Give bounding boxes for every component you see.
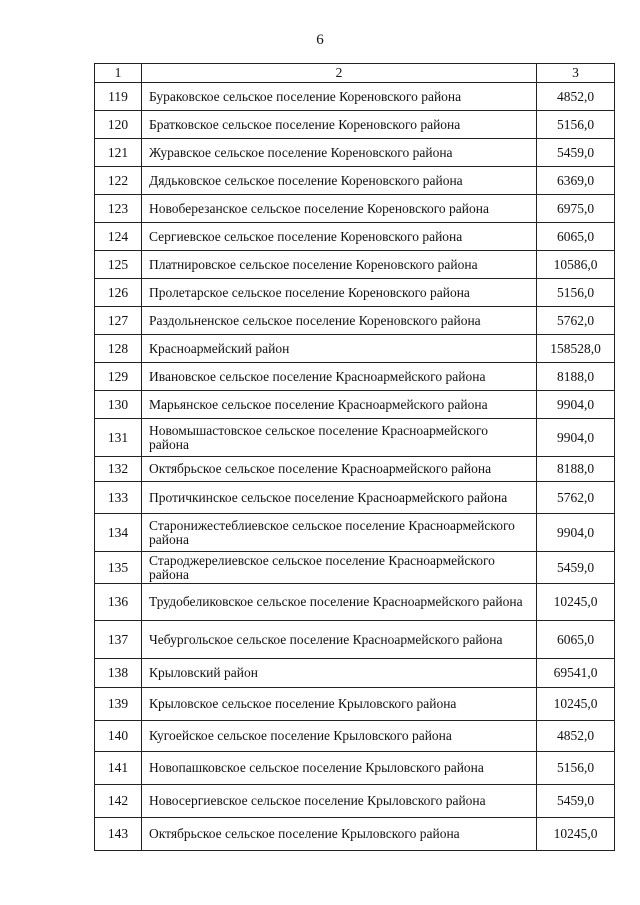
table-row bbox=[95, 335, 615, 363]
table-row bbox=[95, 139, 615, 167]
row-value: 10245,0 bbox=[537, 818, 615, 851]
table-row bbox=[95, 457, 615, 482]
row-value: 158528,0 bbox=[537, 335, 615, 363]
row-name: Раздольненское сельское поселение Кореновского района bbox=[142, 307, 537, 335]
allocation-table bbox=[94, 63, 615, 851]
table-row bbox=[95, 482, 615, 514]
table-row bbox=[95, 688, 615, 721]
table-row bbox=[95, 721, 615, 752]
row-number: 128 bbox=[95, 335, 142, 363]
row-value: 4852,0 bbox=[537, 83, 615, 111]
table-row bbox=[95, 818, 615, 851]
table-row bbox=[95, 195, 615, 223]
table-row bbox=[95, 659, 615, 688]
row-number: 134 bbox=[95, 514, 142, 552]
table-row bbox=[95, 279, 615, 307]
row-name: Старонижестеблиевское сельское поселение Красноармейского района bbox=[142, 514, 537, 552]
row-name: Журавское сельское поселение Кореновского района bbox=[142, 139, 537, 167]
table-row bbox=[95, 391, 615, 419]
table-header-row bbox=[95, 64, 615, 83]
table-row bbox=[95, 223, 615, 251]
table-row bbox=[95, 514, 615, 552]
row-name: Новомышастовское сельское поселение Красноармейского района bbox=[142, 419, 537, 457]
row-value: 10245,0 bbox=[537, 688, 615, 721]
row-number: 140 bbox=[95, 721, 142, 752]
row-number: 132 bbox=[95, 457, 142, 482]
row-value: 4852,0 bbox=[537, 721, 615, 752]
table-row bbox=[95, 621, 615, 659]
row-number: 119 bbox=[95, 83, 142, 111]
row-name: Бураковское сельское поселение Кореновского района bbox=[142, 83, 537, 111]
table-row bbox=[95, 111, 615, 139]
row-value: 8188,0 bbox=[537, 363, 615, 391]
row-number: 138 bbox=[95, 659, 142, 688]
row-number: 130 bbox=[95, 391, 142, 419]
row-value: 5459,0 bbox=[537, 552, 615, 584]
row-number: 125 bbox=[95, 251, 142, 279]
row-value: 9904,0 bbox=[537, 391, 615, 419]
row-value: 9904,0 bbox=[537, 419, 615, 457]
table-row bbox=[95, 307, 615, 335]
row-number: 124 bbox=[95, 223, 142, 251]
row-number: 143 bbox=[95, 818, 142, 851]
row-name: Староджерелиевское сельское поселение Красноармейского района bbox=[142, 552, 537, 584]
row-value: 5762,0 bbox=[537, 307, 615, 335]
row-name: Красноармейский район bbox=[142, 335, 537, 363]
row-value: 69541,0 bbox=[537, 659, 615, 688]
row-value: 6065,0 bbox=[537, 223, 615, 251]
row-name: Крыловский район bbox=[142, 659, 537, 688]
table-row bbox=[95, 785, 615, 818]
row-value: 10245,0 bbox=[537, 584, 615, 621]
row-number: 123 bbox=[95, 195, 142, 223]
table-row bbox=[95, 83, 615, 111]
row-number: 137 bbox=[95, 621, 142, 659]
row-number: 120 bbox=[95, 111, 142, 139]
row-name: Сергиевское сельское поселение Кореновского района bbox=[142, 223, 537, 251]
row-name: Пролетарское сельское поселение Кореновского района bbox=[142, 279, 537, 307]
row-name: Новоберезанское сельское поселение Кореновского района bbox=[142, 195, 537, 223]
row-name: Октябрьское сельское поселение Красноармейского района bbox=[142, 457, 537, 482]
row-value: 8188,0 bbox=[537, 457, 615, 482]
row-name: Ивановское сельское поселение Красноармейского района bbox=[142, 363, 537, 391]
row-name: Крыловское сельское поселение Крыловского района bbox=[142, 688, 537, 721]
column-header-name: 2 bbox=[142, 64, 537, 83]
row-value: 10586,0 bbox=[537, 251, 615, 279]
row-name: Марьянское сельское поселение Красноармейского района bbox=[142, 391, 537, 419]
row-name: Трудобеликовское сельское поселение Красноармейского района bbox=[142, 584, 537, 621]
table-row bbox=[95, 552, 615, 584]
row-number: 121 bbox=[95, 139, 142, 167]
row-value: 5156,0 bbox=[537, 111, 615, 139]
row-value: 6369,0 bbox=[537, 167, 615, 195]
row-value: 5459,0 bbox=[537, 785, 615, 818]
table-row bbox=[95, 363, 615, 391]
table-row bbox=[95, 419, 615, 457]
row-name: Октябрьское сельское поселение Крыловского района bbox=[142, 818, 537, 851]
row-number: 141 bbox=[95, 752, 142, 785]
row-value: 5459,0 bbox=[537, 139, 615, 167]
row-value: 9904,0 bbox=[537, 514, 615, 552]
row-number: 135 bbox=[95, 552, 142, 584]
row-name: Платнировское сельское поселение Кореновского района bbox=[142, 251, 537, 279]
row-number: 131 bbox=[95, 419, 142, 457]
table-row bbox=[95, 167, 615, 195]
row-value: 6975,0 bbox=[537, 195, 615, 223]
column-header-number: 1 bbox=[95, 64, 142, 83]
column-header-value: 3 bbox=[537, 64, 615, 83]
row-name: Дядьковское сельское поселение Кореновского района bbox=[142, 167, 537, 195]
row-name: Протичкинское сельское поселение Красноармейского района bbox=[142, 482, 537, 514]
row-number: 133 bbox=[95, 482, 142, 514]
row-value: 5156,0 bbox=[537, 752, 615, 785]
row-name: Кугоейское сельское поселение Крыловского района bbox=[142, 721, 537, 752]
row-value: 5156,0 bbox=[537, 279, 615, 307]
table-row bbox=[95, 251, 615, 279]
row-value: 6065,0 bbox=[537, 621, 615, 659]
row-name: Чебургольское сельское поселение Красноармейского района bbox=[142, 621, 537, 659]
row-number: 139 bbox=[95, 688, 142, 721]
table-row bbox=[95, 752, 615, 785]
page-number: 6 bbox=[316, 32, 324, 48]
row-number: 142 bbox=[95, 785, 142, 818]
row-name: Новопашковское сельское поселение Крыловского района bbox=[142, 752, 537, 785]
row-number: 129 bbox=[95, 363, 142, 391]
row-name: Братковское сельское поселение Кореновского района bbox=[142, 111, 537, 139]
row-number: 126 bbox=[95, 279, 142, 307]
row-name: Новосергиевское сельское поселение Крыловского района bbox=[142, 785, 537, 818]
table-row bbox=[95, 584, 615, 621]
row-number: 122 bbox=[95, 167, 142, 195]
row-number: 127 bbox=[95, 307, 142, 335]
row-value: 5762,0 bbox=[537, 482, 615, 514]
row-number: 136 bbox=[95, 584, 142, 621]
